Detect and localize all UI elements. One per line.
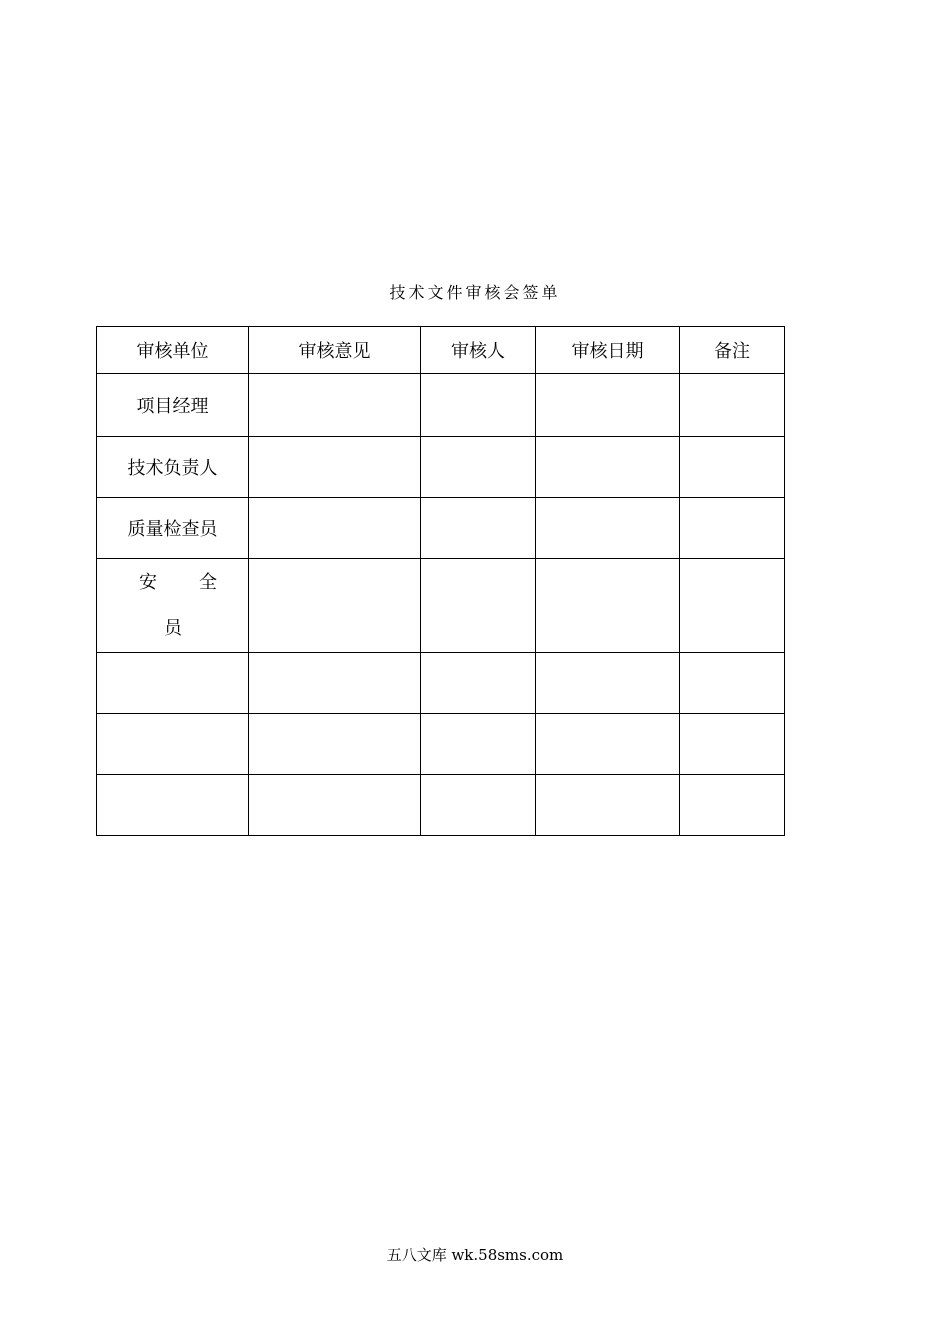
date-cell [536, 653, 680, 714]
unit-cell [97, 653, 249, 714]
header-date: 审核日期 [536, 327, 680, 374]
date-cell [536, 498, 680, 559]
reviewer-cell [421, 714, 536, 775]
unit-cell [97, 775, 249, 836]
table-row [97, 714, 785, 775]
opinion-cell [249, 653, 421, 714]
unit-text-part: 全 [199, 572, 217, 593]
opinion-cell [249, 559, 421, 653]
note-cell [680, 714, 785, 775]
note-cell [680, 653, 785, 714]
reviewer-cell [421, 437, 536, 498]
document-title: 技术文件审核会签单 [389, 283, 561, 302]
unit-cell [97, 714, 249, 775]
header-opinion: 审核意见 [249, 327, 421, 374]
table-row [97, 498, 785, 559]
note-cell [680, 498, 785, 559]
reviewer-cell [421, 498, 536, 559]
opinion-cell [249, 498, 421, 559]
date-cell [536, 374, 680, 437]
reviewer-cell [421, 559, 536, 653]
note-cell [680, 559, 785, 653]
opinion-cell [249, 437, 421, 498]
date-cell [536, 559, 680, 653]
unit-cell: 项目经理 [97, 374, 249, 437]
note-cell [680, 775, 785, 836]
date-cell [536, 714, 680, 775]
table-header-row [97, 327, 785, 374]
opinion-cell [249, 714, 421, 775]
table-row [97, 559, 785, 653]
reviewer-cell [421, 775, 536, 836]
unit-cell: 技术负责人 [97, 437, 249, 498]
date-cell [536, 437, 680, 498]
header-reviewer: 审核人 [421, 327, 536, 374]
unit-text-line-2: 员 [164, 618, 182, 639]
header-note: 备注 [680, 327, 785, 374]
header-unit: 审核单位 [97, 327, 249, 374]
table-row [97, 437, 785, 498]
unit-cell [97, 559, 249, 653]
note-cell [680, 437, 785, 498]
note-cell [680, 374, 785, 437]
unit-cell: 质量检查员 [97, 498, 249, 559]
unit-text-line-1 [97, 571, 249, 595]
unit-text-part: 安 [139, 572, 157, 593]
table-row [97, 775, 785, 836]
footer-watermark-text: 五八文库 wk.58sms.com [386, 1246, 564, 1264]
date-cell [536, 775, 680, 836]
reviewer-cell [421, 653, 536, 714]
opinion-cell [249, 775, 421, 836]
review-signoff-table [96, 326, 785, 836]
table-row [97, 374, 785, 437]
table-row [97, 653, 785, 714]
opinion-cell [249, 374, 421, 437]
reviewer-cell [421, 374, 536, 437]
